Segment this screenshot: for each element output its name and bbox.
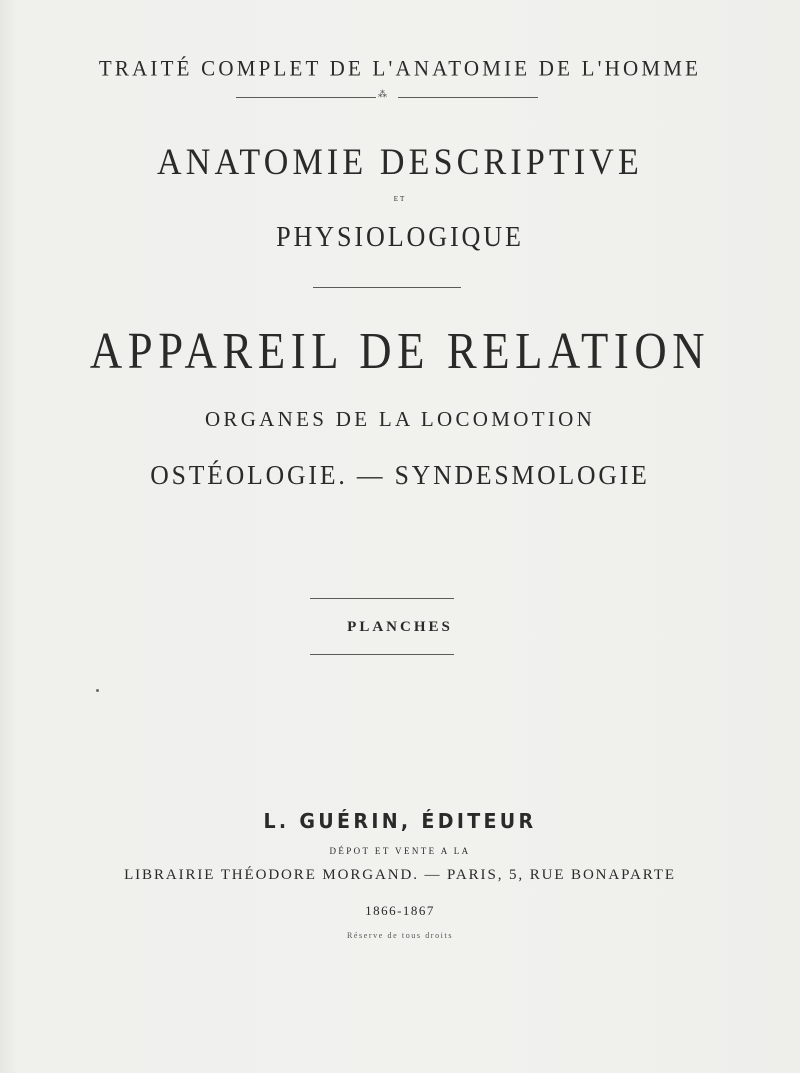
publication-years: 1866-1867 [365,903,435,918]
part-title-line-2: PHYSIOLOGIQUE [276,221,524,253]
fleuron-ornament-icon: ⁂ [378,90,387,100]
series-title: TRAITÉ COMPLET DE L'ANATOMIE DE L'HOMME [98,55,702,81]
rights-notice: Réserve de tous droits [346,931,454,940]
subtitle-line-1: ORGANES DE LA LOCOMOTION [204,407,596,431]
depot-line: DÉPOT ET VENTE A LA [329,846,471,856]
subtitle-line-2: OSTÉOLOGIE. — SYNDESMOLOGIE [150,460,650,490]
ornamental-rule-top-left [236,97,376,98]
divider-rule-planches-bottom [310,654,454,655]
divider-rule-1 [313,287,461,288]
ornamental-rule-top-right [398,97,538,98]
part-title-line-1: ANATOMIE DESCRIPTIVE [157,142,643,183]
publisher-name: L. GUÉRIN, ÉDITEUR [263,809,537,833]
part-title-conjunction: ET [393,195,407,203]
paper-speck [96,689,99,692]
section-label: PLANCHES [347,619,453,635]
main-title: APPAREIL DE RELATION [89,323,711,380]
divider-rule-planches-top [310,598,454,599]
library-address: LIBRAIRIE THÉODORE MORGAND. — PARIS, 5, RUE BONAPARTE [124,867,676,883]
